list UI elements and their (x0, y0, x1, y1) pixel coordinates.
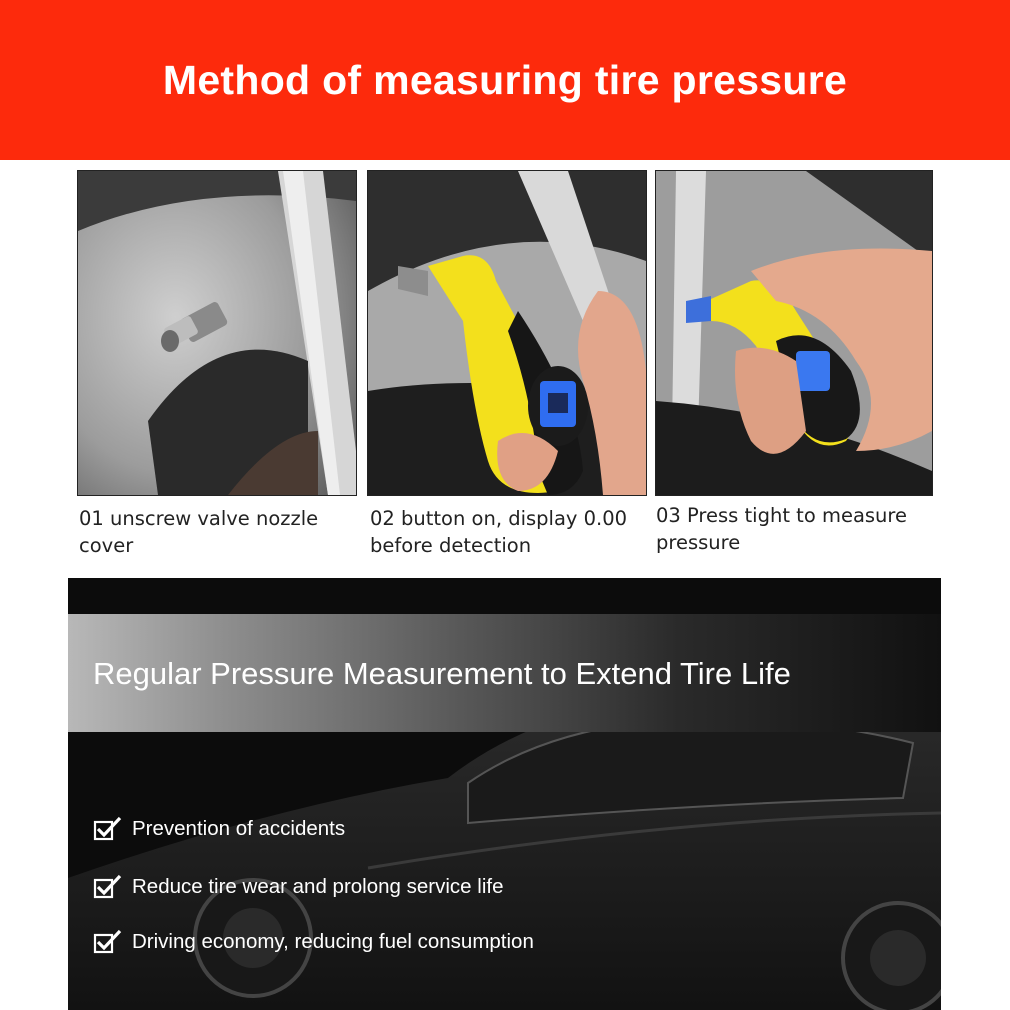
checkbox-icon (93, 874, 123, 900)
feature-bullet (93, 816, 345, 842)
gauge-display-photo (367, 170, 647, 496)
step-caption-1: 01 unscrew valve nozzle cover (79, 507, 319, 557)
feature-bullet (93, 929, 534, 955)
checkbox-icon (93, 816, 123, 842)
step-caption-2: 02 button on, display 0.00 before detection (370, 507, 628, 557)
title-banner (0, 0, 1010, 160)
feature-bullet-text: Reduce tire wear and prolong service life (132, 875, 504, 898)
page-title: Method of measuring tire pressure (162, 56, 848, 103)
feature-panel (68, 578, 941, 1010)
feature-bullet-text: Prevention of accidents (132, 817, 346, 840)
checkbox-icon (93, 929, 123, 955)
gauge-measure-photo (655, 170, 933, 496)
valve-nozzle-photo (77, 170, 357, 496)
feature-headline: Regular Pressure Measurement to Extend Tire Life (93, 656, 791, 691)
feature-bullet (93, 874, 503, 900)
step-caption-3: 03 Press tight to measure pressure (656, 504, 907, 554)
feature-bullet-text: Driving economy, reducing fuel consumption (132, 930, 534, 953)
